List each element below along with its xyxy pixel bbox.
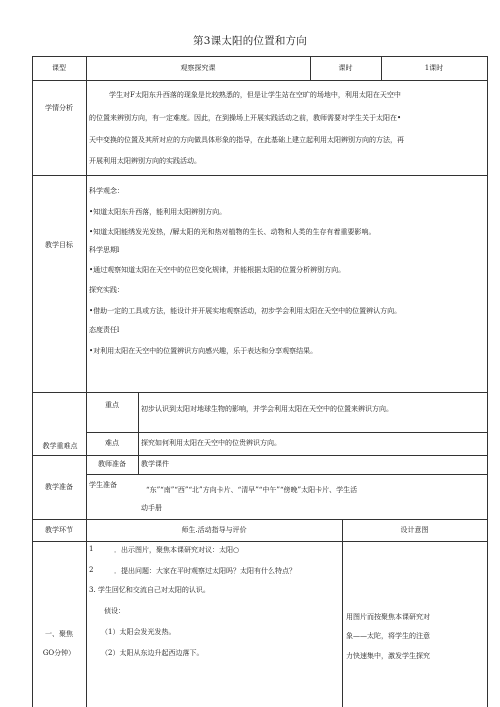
step1-activity: ．提出问题：大家在平时观察过太阳吗？太阳有什么特点？ [114,567,296,575]
process-header-activity: 师生.活动指导与评价 [181,526,247,534]
table-rule-left [32,56,33,707]
table-rule [86,474,488,475]
step1-activity: 侦设： [104,607,125,615]
step1-duration: GO分钟） [42,649,76,657]
table-rule [138,392,139,474]
table-rule [32,80,488,81]
goals-line: 科学思期l [89,246,120,254]
lesson-hours-value: 1课时 [424,64,444,72]
table-rule [86,432,488,433]
goals-line: 探究实践： [89,286,124,294]
step1-number: 1 [89,545,94,553]
teacher-prep-label: 教师准备 [98,460,126,468]
goals-line: 科学观念： [89,187,124,195]
difficulty-label: 难点 [105,439,119,447]
step1-activity: （2）太阳从东边升起西边落下。 [101,649,204,657]
goals-line: 态度责任l [89,326,120,334]
table-rule [342,519,343,707]
lesson-type-label: 课型 [52,64,66,72]
step1-label: 一、聚焦 [45,630,73,638]
analysis-line: 开展利用太阳辨别方向的实践活动。 [89,157,201,165]
focus-label: 重点 [105,401,119,409]
student-prep-line: 动手册 [141,504,162,512]
table-rule [86,56,87,707]
goals-line: •知道太阳能绣发光发热，/解太阳的光和热对植物的生长、动物和人类的生存有着重要影响。 [89,228,376,236]
preparation-label: 教学准备 [45,483,73,491]
analysis-label: 学情分析 [45,104,73,112]
table-rule-top [32,56,488,57]
step1-activity: 3. 学生回忆和交流自己对太阳的认识。 [89,586,210,594]
table-rule [32,392,488,393]
goals-line: •知道太阳东升西落，能利用太阳辨别方向。 [89,208,227,216]
lesson-type-value: 观察探究课 [180,64,216,72]
analysis-line: 学生对F太阳东升西落的现象是比较熟悉的，但是让学生站在空旷的场地中，利用太阳在天空中 [109,91,401,99]
table-rule [32,175,488,176]
difficulty-text: 探究如何利用太阳在天空中的位贵辨识方向。 [141,439,281,447]
step1-activity: ．出示图片，聚焦本课研究对议：太阳○ [114,546,240,554]
student-prep-label: 学生准备 [89,481,117,489]
step1-number: 2 [89,566,94,574]
process-header-stage: 教学环节 [45,526,73,534]
student-prep-line: “东”“南”“西”“北”方向卡片、“清早”“中午”“傍晚”太阳卡片、学生活 [146,486,358,494]
step1-intent-line: 象——太陀，将学生的注意 [346,632,430,640]
lesson-hours-label: 课时 [338,64,353,72]
teacher-prep-value: 教学课件 [141,460,169,468]
process-header-intent: 设计意图 [400,526,429,534]
table-rule [32,541,488,542]
key-points-label: 教学重难点 [42,442,78,450]
table-rule [32,519,488,520]
step1-activity: （1）太阳会发光发热。 [101,628,176,636]
goals-line: •借助一定的工具或方法，能设计并开展实地观察活动，初步学会利用太阳在天空中的位置辨认方向。 [89,307,402,315]
focus-text: 初步认识到太阳对地球生物的影响，并学会利用太阳在天空中的位置来辨识方向。 [141,405,393,413]
step1-intent-line: 用图片而按聚焦本课研究对 [346,613,430,621]
analysis-line: 天中变换的位置及其所对应的方向做具体形象的指导，在此基础上建立起利用太阳辨别方向的方法，再 [89,136,404,144]
table-rule-right [487,56,488,707]
analysis-line: 的位置来辨别方向，有一定难度。因此，在到操场上开展实践活动之前，教师需要对学生关于太阳在• [89,114,402,122]
table-rule [32,455,488,456]
goals-label: 教学目标 [45,241,73,249]
goals-line: •对利用太阳在天空中的位置辨识方向感兴趣，乐于表达和分享观察结果。 [89,347,318,355]
step1-intent-line: 力快速集中，激发学生探究 [346,652,430,660]
goals-line: •通过观察知道太阳在天空中的位巴变化规律，并能根据太阳的位置分析辨别方向。 [89,266,346,274]
page-title: 第3课太阳的位置和方向 [193,35,307,47]
